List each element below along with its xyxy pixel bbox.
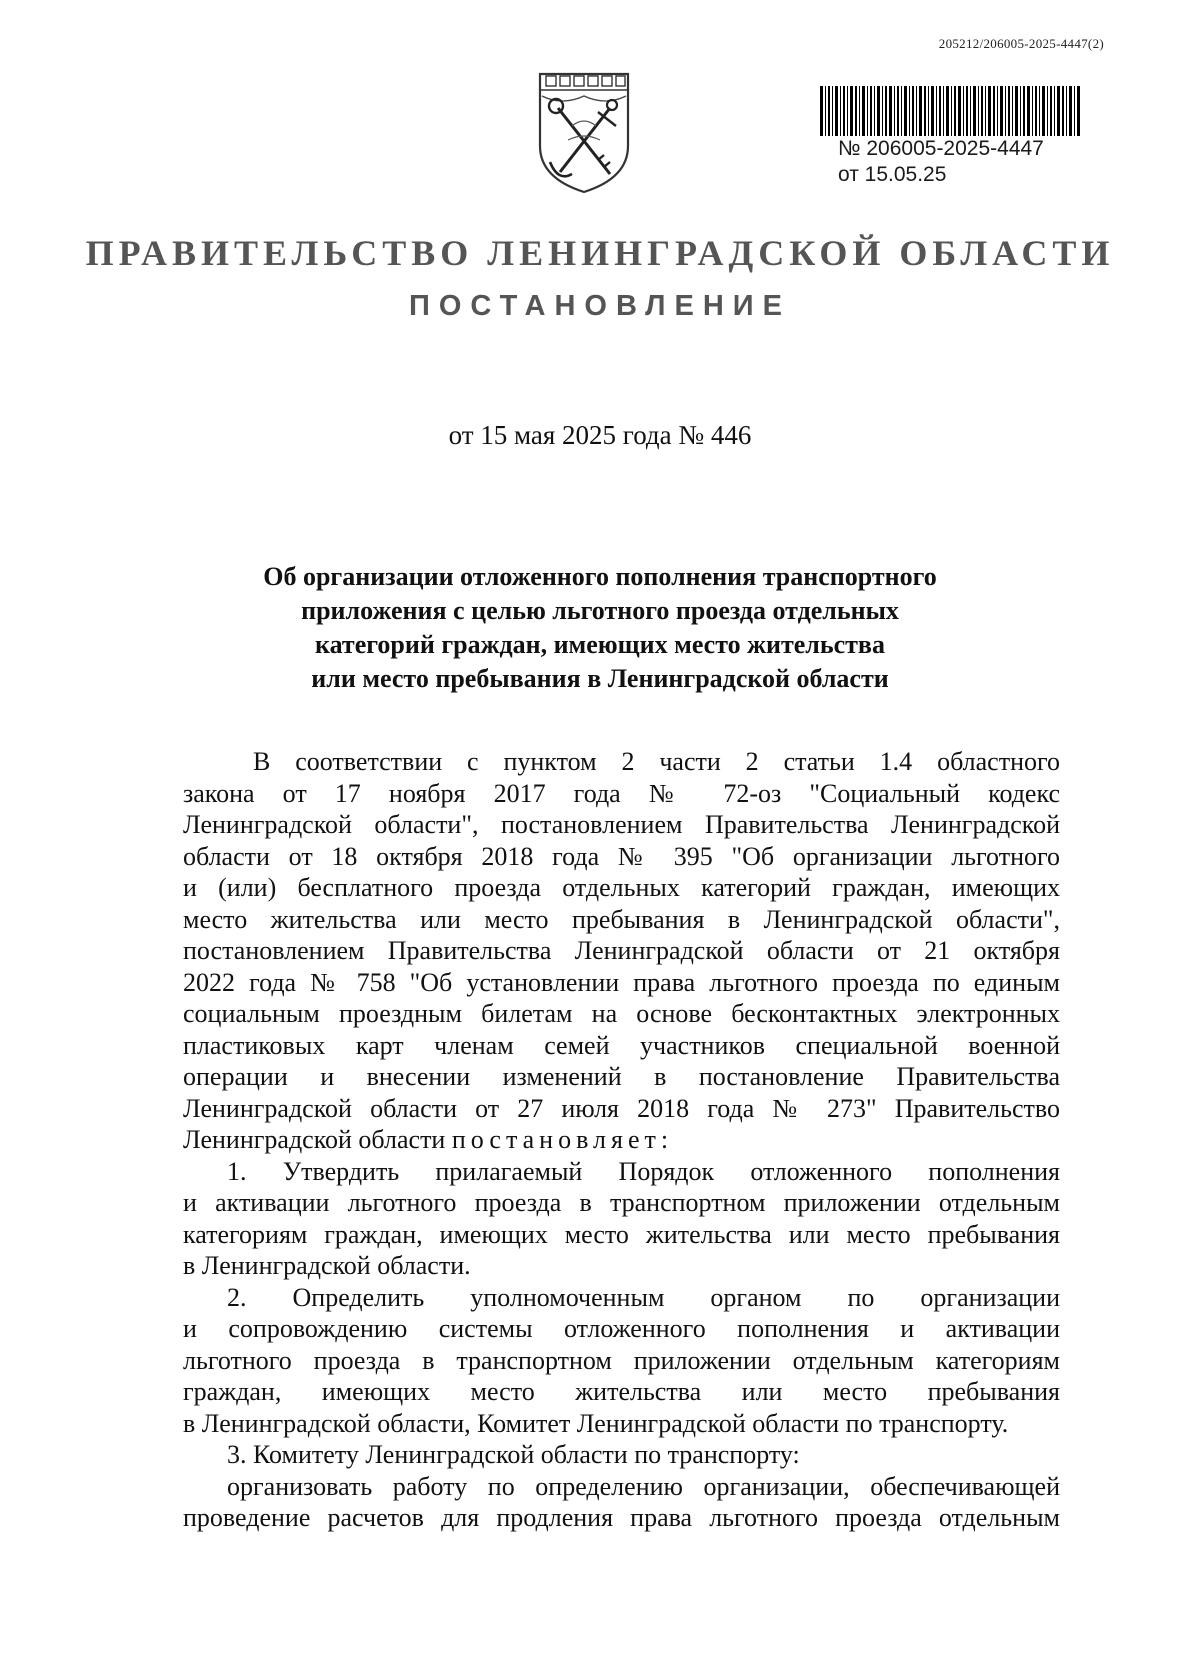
item-1-line: 1. Утвердить прилагаемый Порядок отложенного пополнения [227, 1156, 1060, 1186]
preamble-line: пластиковых карт членам семей участников специальной военной [183, 1030, 1060, 1060]
preamble-line: В соответствии с пунктом 2 части 2 статьи 1.4 областного [253, 747, 1060, 776]
item-1-line: в Ленинградской области. [183, 1251, 471, 1280]
document-heading [200, 560, 1000, 696]
registration-date: от 15.05.25 [838, 163, 947, 186]
item-3-text-line: проведение расчетов для продления права льготного проезда отдельным [183, 1503, 1060, 1532]
coat-of-arms-emblem [532, 66, 636, 196]
heading-line: категорий граждан, имеющих место жительства [315, 630, 885, 659]
barcode [820, 86, 1080, 136]
registration-stamp [838, 136, 1044, 188]
item-2-line: 2. Определить уполномоченным органом по организации [227, 1282, 1060, 1312]
preamble-last-text: Ленинградской области [183, 1125, 446, 1154]
preamble-line: и (или) бесплатного проезда отдельных категорий граждан, имеющих [183, 873, 1060, 902]
heading-line: Об организации отложенного пополнения транспортного [263, 562, 937, 591]
heading-line: или место пребывания в Ленинградской области [311, 664, 889, 693]
preamble-line: место жительства или место пребывания в Ленинградской области", [183, 904, 1060, 934]
registration-number: № 206005-2025-4447 [838, 137, 1044, 160]
preamble-line: Ленинградской области", постановлением Правительства Ленинградской [183, 810, 1060, 839]
preamble-line: области от 18 октября 2018 года № 395 "Об организации льготного [183, 841, 1060, 871]
item-2-line: в Ленинградской области, Комитет Ленинградской области по транспорту. [183, 1408, 1009, 1438]
item-2-line: и сопровождению системы отложенного пополнения и активации [183, 1314, 1060, 1343]
item-2-line: граждан, имеющих место жительства или место пребывания [183, 1377, 1060, 1406]
preamble-line: социальным проездным билетам на основе бесконтактных электронных [183, 999, 1060, 1028]
preamble-line: постановлением Правительства Ленинградской области от 21 октября [183, 936, 1060, 965]
document-body [183, 746, 1060, 1534]
government-title: ПРАВИТЕЛЬСТВО ЛЕНИНГРАДСКОЙ ОБЛАСТИ [85, 233, 1115, 273]
heading-line: приложения с целью льготного проезда отдельных [301, 596, 899, 625]
item-3-line: 3. Комитету Ленинградской области по транспорту: [227, 1440, 800, 1469]
item-1-line: категориям граждан, имеющих место жительства или место пребывания [183, 1219, 1060, 1249]
preamble-line: закона от 17 ноября 2017 года № 72-оз "Социальный кодекс [183, 778, 1060, 808]
document-date-number: от 15 мая 2025 года № 446 [448, 420, 752, 450]
preamble-line: Ленинградской области от 27 июля 2018 года № 273" Правительство [183, 1093, 1060, 1123]
registration-number-top: 205212/206005-2025-4447(2) [938, 36, 1104, 51]
preamble-last-line [183, 1124, 1060, 1156]
preamble-line: 2022 года № 758 "Об установлении права льготного проезда по единым [183, 967, 1060, 997]
item-3-text-line: организовать работу по определению организации, обеспечивающей [227, 1471, 1060, 1501]
item-2-line: льготного проезда в транспортном приложении отдельным категориям [183, 1345, 1060, 1375]
item-1-line: и активации льготного проезда в транспортном приложении отдельным [183, 1188, 1060, 1217]
document-type: ПОСТАНОВЛЕНИЕ [409, 290, 791, 322]
resolves-word: постановляет: [451, 1125, 674, 1154]
preamble-line: операции и внесении изменений в постановление Правительства [183, 1062, 1060, 1091]
